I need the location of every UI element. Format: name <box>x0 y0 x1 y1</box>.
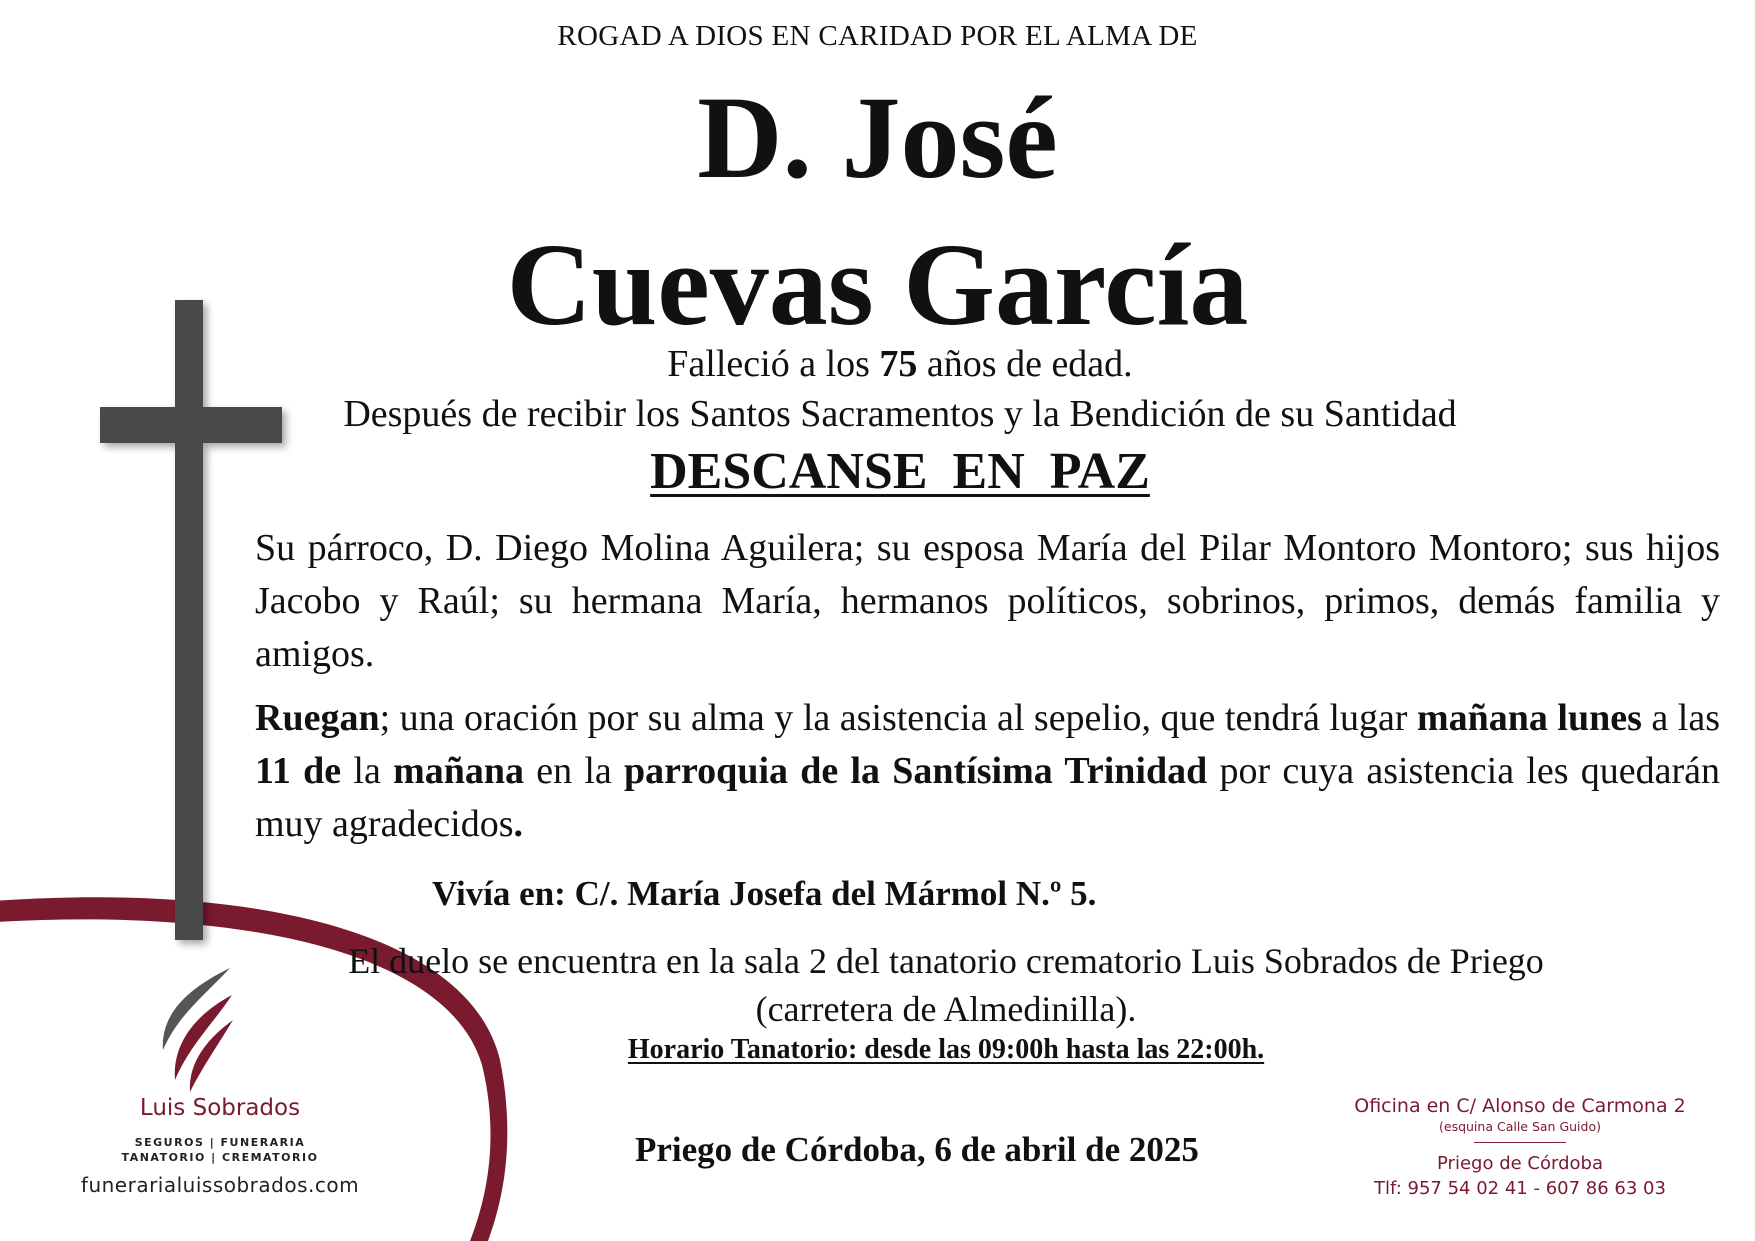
wake-hours: Horario Tanatorio: desde las 09:00h hasta las 22:00h. <box>627 1034 1265 1065</box>
request-part: . <box>513 803 524 845</box>
office-address-note: (esquina Calle San Guido) <box>1439 1119 1601 1134</box>
office-city: Priego de Córdoba <box>1437 1153 1603 1174</box>
wake-location-line1: El duelo se encuentra en la sala 2 del tanatorio crematorio Luis Sobrados de Priego <box>348 941 1544 981</box>
request-part: la <box>341 750 394 792</box>
sacraments-line: Después de recibir los Santos Sacramentos y la Bendición de su Santidad <box>343 393 1457 435</box>
age-value: 75 <box>879 343 918 385</box>
brand-block <box>40 1095 400 1197</box>
request-part: mañana <box>393 750 524 792</box>
deceased-name-line1: D. José <box>697 72 1058 203</box>
office-address: Oficina en C/ Alonso de Carmona 2 <box>1354 1095 1686 1117</box>
request-part: a las <box>1641 697 1721 739</box>
notice-header: ROGAD A DIOS EN CARIDAD POR EL ALMA DE <box>557 20 1198 52</box>
age-suffix: años de edad. <box>917 343 1133 385</box>
brand-services-line2: TANATORIO | CREMATORIO <box>121 1151 319 1164</box>
request-part: mañana lunes <box>1416 697 1642 739</box>
request-part: Ruegan <box>255 697 380 739</box>
brand-logo-icon <box>163 968 233 1092</box>
request-part: por cuya asistencia les quedarán muy agradecidos <box>255 750 1720 845</box>
request-part: en la <box>523 750 624 792</box>
rest-in-peace-heading: DESCANSE EN PAZ <box>650 443 1150 500</box>
office-phones: Tlf: 957 54 02 41 - 607 86 63 03 <box>1374 1178 1666 1199</box>
office-block <box>1330 1095 1710 1199</box>
age-line <box>0 342 1755 386</box>
wake-location-line2: (carretera de Almedinilla). <box>755 989 1137 1029</box>
age-prefix: Falleció a los <box>667 343 880 385</box>
deceased-name-line2: Cuevas García <box>506 219 1249 350</box>
request-paragraph <box>255 692 1720 851</box>
place-and-date: Priego de Córdoba, 6 de abril de 2025 <box>635 1130 1199 1169</box>
request-part: 11 de <box>255 750 342 792</box>
request-part: ; una oración por su alma y la asistencia al sepelio, que tendrá lugar <box>379 697 1417 739</box>
request-part: parroquia de la Santísima Trinidad <box>624 750 1208 792</box>
brand-services-line1: SEGUROS | FUNERARIA <box>134 1136 306 1149</box>
family-paragraph: Su párroco, D. Diego Molina Aguilera; su esposa María del Pilar Montoro Montoro; sus hijos Jacobo y Raúl; su hermana María, hermanos políticos, sobrinos, primos, demás familia y amigos. <box>255 527 1720 675</box>
office-divider <box>1474 1142 1566 1143</box>
brand-name: Luis Sobrados <box>139 1095 301 1121</box>
brand-website: funerarialuissobrados.com <box>80 1173 360 1197</box>
brand-services <box>40 1135 400 1165</box>
address-line: Vivía en: C/. María Josefa del Mármol N.º 5. <box>432 874 1097 913</box>
